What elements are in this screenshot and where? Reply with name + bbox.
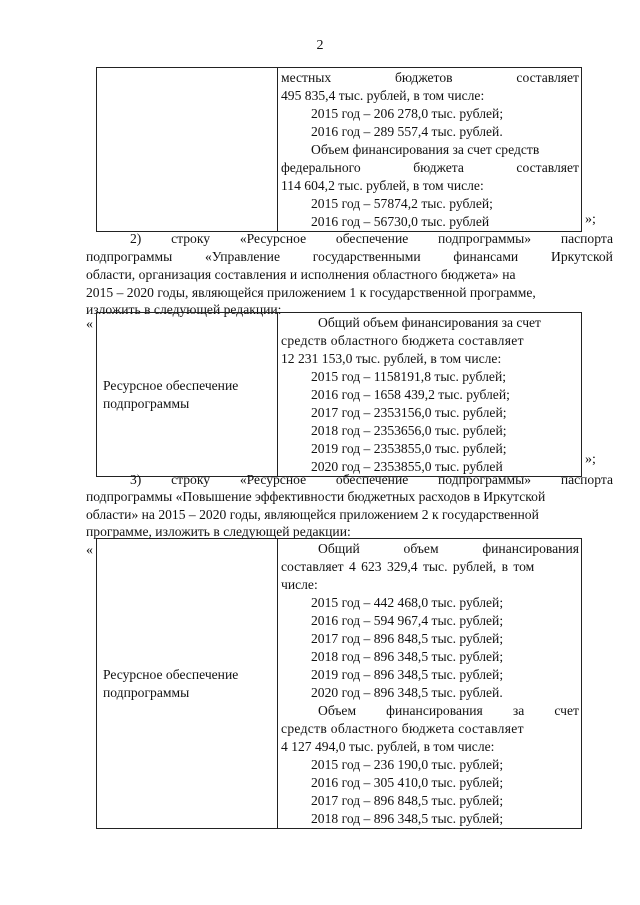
year-line: 2016 год – 289 557,4 тыс. рублей. <box>311 124 503 139</box>
text-line: области» на 2015 – 2020 годы, являющейся приложением 2 к государственной <box>86 507 539 522</box>
year-line: 2015 год – 206 278,0 тыс. рублей; <box>311 106 504 121</box>
label-cell <box>97 313 278 477</box>
funding-details-cell <box>278 539 582 829</box>
resource-provision-table-1 <box>96 312 582 477</box>
text-line: области, организация составления и исполнения областного бюджета» на <box>86 267 516 282</box>
year-line: 2016 год – 594 967,4 тыс. рублей; <box>311 613 504 628</box>
resource-provision-table-2 <box>96 538 582 829</box>
year-line: 2017 год – 896 848,5 тыс. рублей; <box>311 631 504 646</box>
empty-left-cell <box>97 68 278 232</box>
year-line: 2017 год – 896 848,5 тыс. рублей; <box>311 793 504 808</box>
year-line: 2015 год – 1158191,8 тыс. рублей; <box>311 369 506 384</box>
text-line: 114 604,2 тыс. рублей, в том числе: <box>281 178 484 193</box>
year-line: 2016 год – 1658 439,2 тыс. рублей; <box>311 387 510 402</box>
text-line: Общий объем финансирования <box>318 541 579 556</box>
text-line: 3) строку «Ресурсное обеспечение подпрограммы» паспорта <box>130 472 613 487</box>
funding-details-cell <box>278 313 582 477</box>
year-line: 2016 год – 56730,0 тыс. рублей <box>311 214 490 229</box>
text-line: 495 835,4 тыс. рублей, в том числе: <box>281 88 485 103</box>
year-line: 2020 год – 896 348,5 тыс. рублей. <box>311 685 503 700</box>
text-line: 12 231 153,0 тыс. рублей, в том числе: <box>281 351 502 366</box>
year-line: 2020 год – 2353855,0 тыс. рублей <box>311 459 503 474</box>
text-line: Общий объем финансирования за счет <box>318 315 542 330</box>
year-line: 2015 год – 442 468,0 тыс. рублей; <box>311 595 504 610</box>
text-line: составляет 4 623 329,4 тыс. рублей, в том <box>281 559 535 574</box>
text-line: Объем финансирования за счет средств <box>311 142 540 157</box>
text-line: средств областного бюджета составляет <box>281 333 524 348</box>
text-line: местных бюджетов составляет <box>281 70 579 85</box>
year-line: 2017 год – 2353156,0 тыс. рублей; <box>311 405 507 420</box>
page-number: 2 <box>316 38 324 53</box>
row-label: подпрограммы <box>103 395 190 411</box>
opening-quote: « <box>86 543 93 558</box>
closing-quote: »; <box>585 452 596 467</box>
year-line: 2018 год – 2353656,0 тыс. рублей; <box>311 423 507 438</box>
year-line: 2015 год – 236 190,0 тыс. рублей; <box>311 757 504 772</box>
text-line: средств областного бюджета составляет <box>281 721 524 736</box>
row-label: подпрограммы <box>103 684 190 700</box>
year-line: 2016 год – 305 410,0 тыс. рублей; <box>311 775 504 790</box>
text-line: 4 127 494,0 тыс. рублей, в том числе: <box>281 739 495 754</box>
year-line: 2018 год – 896 348,5 тыс. рублей; <box>311 649 504 664</box>
funding-details-cell <box>278 68 582 232</box>
funding-table-continued <box>96 67 582 232</box>
text-line: 2015 – 2020 годы, являющейся приложением 1 к государственной программе, <box>86 285 536 300</box>
year-line: 2019 год – 896 348,5 тыс. рублей; <box>311 667 504 682</box>
text-line: подпрограммы «Управление государственными финансами Иркутской <box>86 249 613 264</box>
text-line: числе: <box>281 577 318 592</box>
label-cell <box>97 539 278 829</box>
row-label: Ресурсное обеспечение <box>103 377 239 393</box>
text-line: Объем финансирования за счет <box>318 703 579 718</box>
closing-quote: »; <box>585 212 596 227</box>
year-line: 2018 год – 896 348,5 тыс. рублей; <box>311 811 504 826</box>
year-line: 2015 год – 57874,2 тыс. рублей; <box>311 196 493 211</box>
opening-quote: « <box>86 317 93 332</box>
row-label: Ресурсное обеспечение <box>103 666 239 682</box>
year-line: 2019 год – 2353855,0 тыс. рублей; <box>311 441 507 456</box>
text-line: федерального бюджета составляет <box>281 160 579 175</box>
text-line: изложить в следующей редакции: <box>86 302 282 317</box>
text-line: 2) строку «Ресурсное обеспечение подпрограммы» паспорта <box>130 231 613 246</box>
text-line: программе, изложить в следующей редакции: <box>86 524 351 539</box>
text-line: подпрограммы «Повышение эффективности бюджетных расходов в Иркутской <box>86 489 546 504</box>
